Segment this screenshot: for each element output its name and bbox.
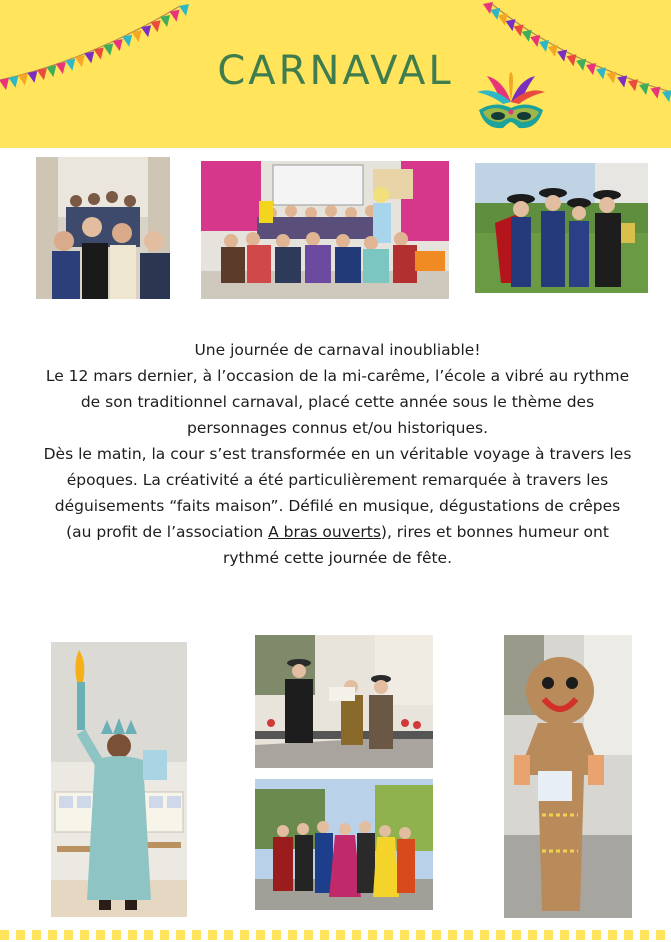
bunting-flag bbox=[522, 30, 532, 42]
photo-group-courtyard bbox=[255, 779, 433, 910]
bunting-flag bbox=[483, 2, 493, 14]
bunting-flag bbox=[151, 20, 161, 32]
bunting-flag bbox=[498, 14, 508, 26]
photo-classroom-group bbox=[201, 161, 449, 299]
bunting-flag bbox=[530, 35, 540, 47]
article-text bbox=[40, 337, 635, 571]
bunting-flag bbox=[160, 15, 170, 27]
bunting-flag bbox=[179, 4, 189, 16]
bunting-flag bbox=[122, 35, 132, 47]
bunting-flag bbox=[170, 10, 180, 22]
article-paragraph-2-start: Dès le matin, la cour s’est transformée en un véritable voyage à travers les époques. La créativité a été particulièrement remarquée à travers les déguisements “faits maison”. Défilé en musique, dégustations de crêpes (au profit de l’association bbox=[43, 445, 632, 541]
article-paragraph-2 bbox=[40, 441, 635, 571]
photo-musketeers bbox=[475, 163, 648, 293]
carnival-mask-icon bbox=[473, 72, 549, 138]
bunting-flag bbox=[514, 25, 524, 37]
article-paragraph-1: Le 12 mars dernier, à l’occasion de la mi-carême, l’école a vibré au rythme de son traditionnel carnaval, placé cette année sous le thème des personnages connus et/ou historiques. bbox=[45, 367, 630, 437]
article-heading: Une journée de carnaval inoubliable! bbox=[194, 341, 481, 359]
photo-characters-courtyard bbox=[255, 635, 433, 768]
association-link[interactable]: A bras ouverts bbox=[268, 523, 381, 541]
bunting-flag bbox=[490, 8, 500, 20]
bunting-flag bbox=[141, 25, 151, 37]
bunting-flag bbox=[132, 30, 142, 42]
photo-gingerbread-costume bbox=[504, 635, 632, 918]
bunting-flag bbox=[506, 19, 516, 31]
article-paragraph-2-end: ), rires et bonnes humeur ont rythmé cette journée de fête. bbox=[222, 523, 609, 567]
footer-dashed-border bbox=[0, 930, 671, 940]
page-title: CARNAVAL bbox=[217, 48, 454, 94]
photo-statue-of-liberty-child bbox=[51, 642, 187, 917]
photo-hallway-children bbox=[36, 157, 170, 299]
